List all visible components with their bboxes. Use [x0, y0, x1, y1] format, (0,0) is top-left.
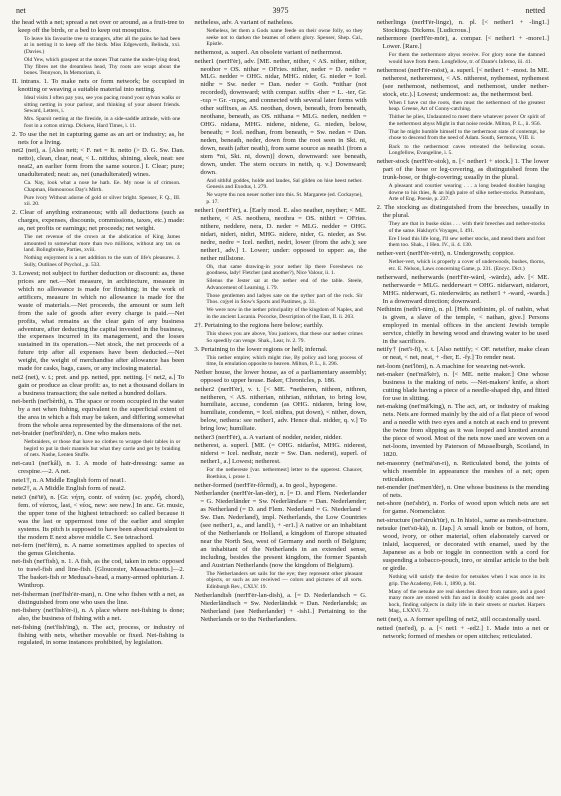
dictionary-entry: nethermore (nerH'ėr-mōr), a. compar. [< nether1 + -more1.] Lower. [Rare.] — [376, 35, 549, 51]
citation-quote: Silenus the Jester sat at the nether end of the table. Steele, Advancement of Learning, i. 79. — [206, 278, 363, 291]
column-middle — [194, 19, 366, 791]
dictionary-entry: netheless, adv. A variant of natheless. — [194, 19, 294, 26]
citation-quote: That he might humble himself to the nethermost state of contempt, he chose to descend from the need of Adam. South, Sermons, VIII. ii. — [388, 128, 545, 142]
dictionary-entry: nete2†, a. A Middle English form of neat2. — [12, 485, 126, 493]
header-left-guide-word: net — [16, 6, 26, 15]
citation-quote: Netbraiders, or those that have no clothes to wrappe their tables in or begird to put in their mantels but what they carrie and get by braiding of nets. Nashe, Lenten Stuffe. — [24, 439, 181, 459]
dictionary-entry: Netherlandish (nerH'ėr-lan-dish), a. [= D. Nederlandsch = G. Niederländisch = Sw. Nederländsk = Dan. Nederlandsk; as Netherland (see Netherlander) + -ish1.] Pertaining to the Netherlands or to the Netherlanders. — [194, 591, 367, 623]
dictionary-entry: nethemost, a. superl. An obsolete variant of nethermost. — [194, 49, 343, 57]
citation-quote: Nether-vert, which is properly a cover of underwoods, bushes, thorns, etc. E. Nelson, Laws concerning Game, p. 231. (Encyc. Dict.) — [388, 259, 545, 272]
citation-quote: Oh, that same drawing-in your nether lip there Foreshews no goodness, lady! Fletcher (and another?), Nice Valour, ii. 1. — [206, 263, 363, 277]
citation-quote: Pure ivory Without adorne of gold or silver bright. Spenser, F. Q., III. xii. 20. — [24, 194, 181, 208]
dictionary-entry: 2. To use the net in capturing game as an art or industry; as, he nets for a living. — [12, 130, 185, 146]
dictionary-entry: Nether house, the lower house, as of a parliamentary assembly; opposed to upper house. Baker, Chronicles, p. 186. — [194, 369, 367, 385]
dictionary-entry: Nethinim (neth'i-nim), n. pl. [Heb. nethinim, pl. of nathin, what is given, a slave of the temple, < nathan, give.] Persons employed in menial offices in the ancient Jewish temple service, chiefly in hewing wood and drawing water to be used in the sacrifices. — [376, 306, 549, 345]
citation-quote: When I have cut the roots, then must the nethermost of the greatest heap. Greene, Art of Conny-catching. — [388, 99, 545, 113]
header-right-guide-word: netted — [525, 6, 545, 15]
page-header — [12, 5, 549, 17]
dictionary-entry: net-fishing (net'fish'ing), n. The act, process, or industry of fishing with nets, whether movable or fixed. Net-fishing is regulated, in some instances prohibited, by legislation. — [12, 623, 185, 647]
dictionary-entry: netherlings (nerH'ėr-lingz), n. pl. [< nether1 + -ling1.] Stockings. Dickens. [Ludicrous.] — [376, 19, 549, 34]
citation-quote: Netheless, let them a Gods name feede on their owne folly, so they seeke not to darken the beames of others glory. Spenser, Shep. Cal., Epistle. — [206, 27, 363, 48]
dictionary-entry: II. intrans. 1. To make nets or form network; be occupied in knotting or weaving a suitable material into netting. — [12, 78, 185, 94]
dictionary-entry: net-cau1 (net'kâl), n. 1. A mode of hair-dressing: same as crespine.—2. A net. — [12, 460, 185, 476]
citation-quote: Mrs. Sparsit netting at the fireside, in a side-saddle attitude, with one foot in a cotton stirrup. Dickens, Hard Times, i. 11. — [24, 116, 181, 129]
citation-quote: And sithful goddes, holde and laudes, Sal gilden on hise heest nether. Genesis and Exodus, l. 279. — [206, 177, 363, 191]
dictionary-entry: nett (net), a. A former spelling of net2, still occasionally used. — [376, 616, 541, 624]
dictionary-entry: nether1 (nerH'ėr), adv. [ME. nether, nither, < AS. nither, nithor, neothor = OS. nithar = OFries. nither, neder = D. neder = MLG. nedder = OHG. nidar, MHG. nider, G. nieder = Icel. nidhr = Sw. neder = Dan. neder = Goth. *nithar (not recorded), downward; with compar. suffix -ther = L. -ter, Gr. -τερ = Gr. -τερος, and connected with several later forms with other suffixes, as AS. neothan, down, beneath, from beneath, neothane, beneath, as OS. nithana = MLG. neden, nedden = OHG. nidana, MHG. nidene, nidene, G. nieden, below, beneath; = Icel. nedhan, from beneath, = Sw. nedan = Dan. neden, beneath, neder, down from the root seen in Skt. ni, down, neath (after neath), from same source as neath1 (from a stem *ni, Skt. ni, down)] down, downward: see beneath, down, under. The stem occurs in neith, q. v.] Downward; down. — [194, 57, 367, 176]
dictionary-entry: net-fish (net'fish), n. 1. A fish, as the cod, taken in nets: opposed to trawl-fish and line-fish. [Gloucester, Massachusetts.]—2. The basket-fish or Medusa's-head, a many-armed ophiurian. J. Winthrop. — [12, 558, 185, 590]
dictionary-entry: net-loom (net'löm), n. A machine for weaving net-work. — [376, 362, 526, 370]
citation-quote: For the nethereste [var. nethermest] letter to the upperest. Chaucer, Boethius, i. prose 1. — [206, 467, 363, 480]
citation-quote: Ere I lead this life long, I'll sew nether stocks, and mend them and foot them too. Shak., 1 Hen. IV., ii. 4. 130. — [388, 235, 545, 249]
dictionary-entry: 2. Clear of anything extraneous; with all deductions (such as charges, expenses, discounts, commissions, taxes, etc.) made: as, net profits or earnings; net proceeds; net weight. — [12, 209, 185, 233]
dictionary-entry: nether-vert (nerH'ėr-vėrt), n. Undergrowth; coppice. — [376, 250, 515, 258]
citation-quote: Ideal visits I often pay you, see you pacing round your sylvan walks or sitting netting in your parlour, and thinking of your absent friends. Seward, Letters, i. — [24, 95, 181, 115]
column-left — [12, 19, 184, 791]
dictionary-entry: net2 (net), v. t.; pret. and pp. netted, ppr. netting. [< net2, a.] To gain or produce as clear profit: as, to net a thousand dollars in a business transaction; the sale netted a hundred dollars. — [12, 373, 185, 397]
dictionary-entry: nether-formed (nerH'ėr-fôrmd), a. In geol., hypogene. — [194, 481, 337, 489]
dictionary-entry: nete1†, n. A Middle English form of neat1. — [12, 476, 126, 484]
dictionary-entry: netted (net'ed), p. a. [< net1 + -ed2.] 1. Made into a net or network; formed of meshes or open stitches; reticulated. — [376, 624, 549, 640]
citation-quote: Nothing will satisfy the desire for netsukes when I was once in its grip. The Academy, Feb. 1, 1890, p. 84. — [388, 574, 545, 587]
dictionary-entry: net-fern (net'fėrn), n. A name sometimes applied to species of the genus Gleichenia. — [12, 542, 185, 557]
citation-quote: This nether empire; which might rise, By policy and long process of time, In emulation opposite to heaven. Milton, P. L., ii. 296. — [206, 354, 363, 368]
citation-quote: Those gentlemen and ladyes sate on the nyther part of the rock. Sir Thos. cojyel in Stow's Sports and Pastimes, p. 31. — [206, 292, 363, 306]
dictionary-entry: nether1 (nerH'ėr), a. [Early mod. E. also neather, neyther; < ME. nethere, < AS. neothera, neothra = OS. nithiri = OFries. nithere, neddere, nera, D. neder = MLG. nedder = OHG. nidari, nideri, nidiri, MHG. nidere, nider, G. nieder, as Sw. nedre, nedre = Icel. nedhri, nedri, lower (from the adv.); see nether1, adv.] 1. Lower; under: opposed to upper: as, the nether millstone. — [194, 207, 367, 262]
page-number: 3975 — [272, 6, 289, 15]
citation-quote: A pleasant and courtier wearing . . . a long beaded doublet hanging downe to his thies, & an high paire of silke nether-stocks. Puttenham, Arte of Eng. Poesie, p. 237. — [388, 182, 545, 203]
dictionary-entry: net-fishery (net'fish'ėr-i), n. A place where net-fishing is done; also, the business of fishing with a net. — [12, 607, 185, 623]
dictionary-entry: net-structure (net'struk'tūr), n. In histol., same as mesh-structure. — [376, 516, 548, 524]
dictionary-entry: the head with a net; spread a net over or around, as a fruit-tree to keep off the birds, or a bed to keep out mosquitos. — [12, 19, 185, 34]
dictionary-entry: 3. Lowest; not subject to further deduction or discount: as, these prices are net.—Net measure, in architecture, measure in which no allowance is made for finishing; in the work of artificers, measure in which no allowance is made for the waste of materials.—Net proceeds, the amount or sum left from the sale of goods after every charge is paid.—Net profits, what remains as the clear gain of any business adventure, after deducting the capital invested in the business, the expenses incurred in its management, and the losses sustained in its operation.—Net stock, the net proceeds of a future trip after all expenses have been deducted.—Net weight, the weight of merchandise after allowance has been made for casks, bags, cases, or any inclosing material. — [12, 269, 185, 373]
dictionary-entry: net-mender (net'men'dėr), n. One whose business is the mending of nets. — [376, 484, 549, 499]
dictionary-entry: net-masonry (net'mā'sn-ri), n. Reticulated bond, the joints of which resemble in appearance the meshes of a net; open reticulation. — [376, 459, 549, 483]
dictionary-entry: nether2 (nerH'ėr), v. t. [< ME. *netheren, nithren, nithren, neitheren, < AS. nitherian, nithrian, nithrian, to bring low, humiliate, accuse, condemn (as OHG. nidaren, bring low, humiliate, condemn, = Icel. nidhra, put down), < nither, down, below, nethera: see nether1, adv. Hence dial. nidder, q. v.] To bring low; humiliate. — [194, 385, 367, 433]
dictionary-entry: 3. Pertaining to the lower regions or hell; infernal. — [194, 345, 328, 353]
dictionary-entry: net-shore (net'shōr), n. Forks of wood upon which nets are set for game. Nomenclator. — [376, 500, 549, 516]
dictionary-entry: 2. The stocking as distinguished from the breeches, usually in the plural. — [376, 204, 549, 220]
column-right — [377, 19, 549, 791]
dictionary-entry: nethermost (nerH'ėr-mōst), a. superl. [< nether1 + -most. In ME. netherest, netheremest, < AS. nitherest, nythemest, nythemest (see nethemost, nethemost, and nethemost, under nether-stock, etc.).] Lowest; undermost: as, the nethermost bed. — [376, 66, 549, 98]
dictionary-entry: nete3 (nē'tē), n. [Gr. νήτη, contr. of νεάτη (sc. χορδή, chord), fem. of νέατος, last, < νέος, new: see new.] In anc. Gr. music, the upper tone of the highest tetrachord: so called because it was the last or uppermost tone of the earlier and simpler systems. Its pitch is supposed to have been about equivalent to the modern E next above middle C. See tetrachord. — [12, 493, 185, 541]
dictionary-entry: nether3 (nerH'ėr), a. A variant of nodder, neider, nidder. — [194, 433, 342, 441]
citation-quote: Nothing enjoyment is a net addition to the sum of life's pleasures. J. Sully, Outlines of Psychol., p. 533. — [24, 255, 181, 268]
citation-quote: Thither he plies, Undaunted to meet there whatever power Or spirit of the nethermost abyss Might in that noise reside. Milton, P. L., ii. 956. — [388, 114, 545, 127]
dictionary-entry: net2 (net), a. [Also nett; < F. net = It. netto (> D. G. Sw. Dan. netto), clean, clear, neat, < L. nitidus, shining, sleek, neat: see neat2, an earlier form from the same source.] I. Clear; pure; unadulterated; neat: as, net (unadulterated) wines. — [12, 147, 185, 179]
citation-quote: Ca. Nay, look what a nose he hath. Ee. My nose is of crimson. Chapman, Humourous Day's Mirth. — [24, 180, 181, 193]
dictionary-entry: net-maker (net'mā'kėr), n. [< ME. nette maker.] One whose business is the making of nets. —Net-makers' knife, a short cutting blade having a piece of a needle-shaped dip, and fitted for use in slitting. — [376, 371, 549, 403]
dictionary-entry: netherward, netherwards (nerH'ėr-wärd, -wärdz), adv. [< ME. netherwarde = MLG. nedderwart = OHG. nidarwart, nidarort, MHG. niderwart, G. niederwärts; as nether1 + -ward, -wards.] In a downward direction; downward. — [376, 273, 549, 305]
citation-quote: They are that in buske skins . . . with their breeches and nether-stocks of the same. Hakluyt's Voyages, I. 491. — [388, 221, 545, 234]
dictionary-entry: netify† (net'i-fī), v. t. [Also nettify; < OF. neteifier, make clean or neat, < net, neat, + -fier, E. -fy.] To render neat. — [376, 346, 549, 362]
dictionary-entry: netsuke (net'sū-kā), n. [Jap.] A small knob or button, of horn, wood, ivory, or other material, often elaborately carved or inlaid, lacquered, or decorated with enamel, used by the Japanese as a bob or toggle in connection with a cord for suspending a tobacco-pouch, inro, or similar article to the belt or girdle. — [376, 525, 549, 573]
dictionary-entry: net-making (net'mā'king), n. The act, art, or industry of making nets. Nets are formed mainly by the aid of a flat piece of wood and a needle with two eyes and a notch at each end to prevent the twine from slipping as it was looped and knotted around the piece of wood. Most of the nets now used are woven on a net-loom, invented by Paterson of Musselburgh, Scotland, in 1820. — [376, 403, 549, 459]
citation-quote: Back to the nethermost caves retreated the bellowing ocean. Longfellow, Evangeline, i. 5. — [388, 143, 545, 157]
dictionary-entry: net-fisherman (net'fish'ėr-man), n. One who fishes with a net, as distinguished from one who uses the line. — [12, 590, 185, 606]
citation-quote: Old Yew, which graspest at the stones That name the under-lying dead, Thy fibres net the dreamless head, Thy roots are wrapt about the bones. Tennyson, In Memoriam, ii. — [24, 57, 181, 77]
citation-quote: Many of the netsuke are real sketches direct from nature, and a good many more are stored with fun and in doubly scales goods and net-hock, finding subjects in daily life in their streets or market. Harpers Mag., LXXVI. 72. — [388, 588, 545, 615]
dictionary-entry: nether-stock (nerH'ėr-stok), n. [< nether1 + stock.] 1. The lower part of the hose or leg-covering, as distinguished from the trunk-hose, or thigh-covering; usually in the plural. — [376, 158, 549, 181]
dictionary-entry: netherest, a. superl. [ME. (= OHG. nidarôst, MHG. niderest, niderst = Icel. nedhstr, nezir = Sw. Dan. nederst), superl. of nether1, a.] Lowest; netherest. — [194, 442, 367, 466]
citation-quote: To leave his favourite tree to strangers, after all the pains he had been at in netting it to keep off the birds. Miss Edgeworth, Belinda, xxi. (Davies.) — [24, 35, 181, 55]
dictionary-entry: Netherlander (nerH'ėr-lan-dėr), n. [= D. and Flem. Nederlander = G. Niederländer = Sw. Nederländare = Dan. Nederlænder; as Netherland (= D. and Flem. Nederland = G. Niederland = Sw. Dan. Nederland), impl. Netherlands, the Low Countries (see nether1, a., and land1), + -er1.] A native or an inhabitant of the Netherlands or Holland, a kingdom of Europe situated near the North Sea, west of Germany and north of Belgium; an inhabitant of the Netherlands in an extended sense, including, besides the present kingdom, the former Spanish and Austrian Netherlands (now the kingdom of Belgium). — [194, 490, 367, 569]
dictionary-entry: net-braider (net'brā'dėr), n. One who makes nets. — [12, 430, 142, 438]
dictionary-columns — [12, 19, 549, 791]
citation-quote: We were now in the nether principality of the kingdom of Naples, and in the ancient Lucania. Pococke, Description of the East, II. ii. 203. — [206, 307, 363, 321]
citation-quote: The Netherlanders set sails for the eye; they represent other pleasant objects, or such as are received — colors and pictures of all sorts. Edinburgh Rev., CXLV. 19. — [206, 570, 363, 590]
citation-quote: For them the nethermore abyss receive. For glory none the damned would have from them. Longfellow, tr. of Dante's Inferno, iii. 41. — [388, 52, 545, 65]
citation-quote: The net revenue of the crown at the abdication of King James amounted to somewhat more than two millions, without any tax on land. Bolingbroke, Parties, xviii. — [24, 234, 181, 254]
citation-quote: Ne wayte thu non neuer nother into this. St. Margarete (ed. Cockayne), p. 17. — [206, 192, 363, 205]
citation-quote: This shows you are above, You justicers, that these our nether crimes So speedily can venge. Shak., Lear, iv. 2. 79. — [206, 331, 363, 344]
dictionary-entry: 2†. Pertaining to the regions here below; earthly. — [194, 322, 324, 330]
dictionary-entry: net-berth (net'bèrth), n. The space or room occupied in the water by a net when fishing, equivalent to the superficial extent of the area in which a fish may be taken, and differing somewhat from the whole area represented by the dimensions of the net. — [12, 398, 185, 429]
